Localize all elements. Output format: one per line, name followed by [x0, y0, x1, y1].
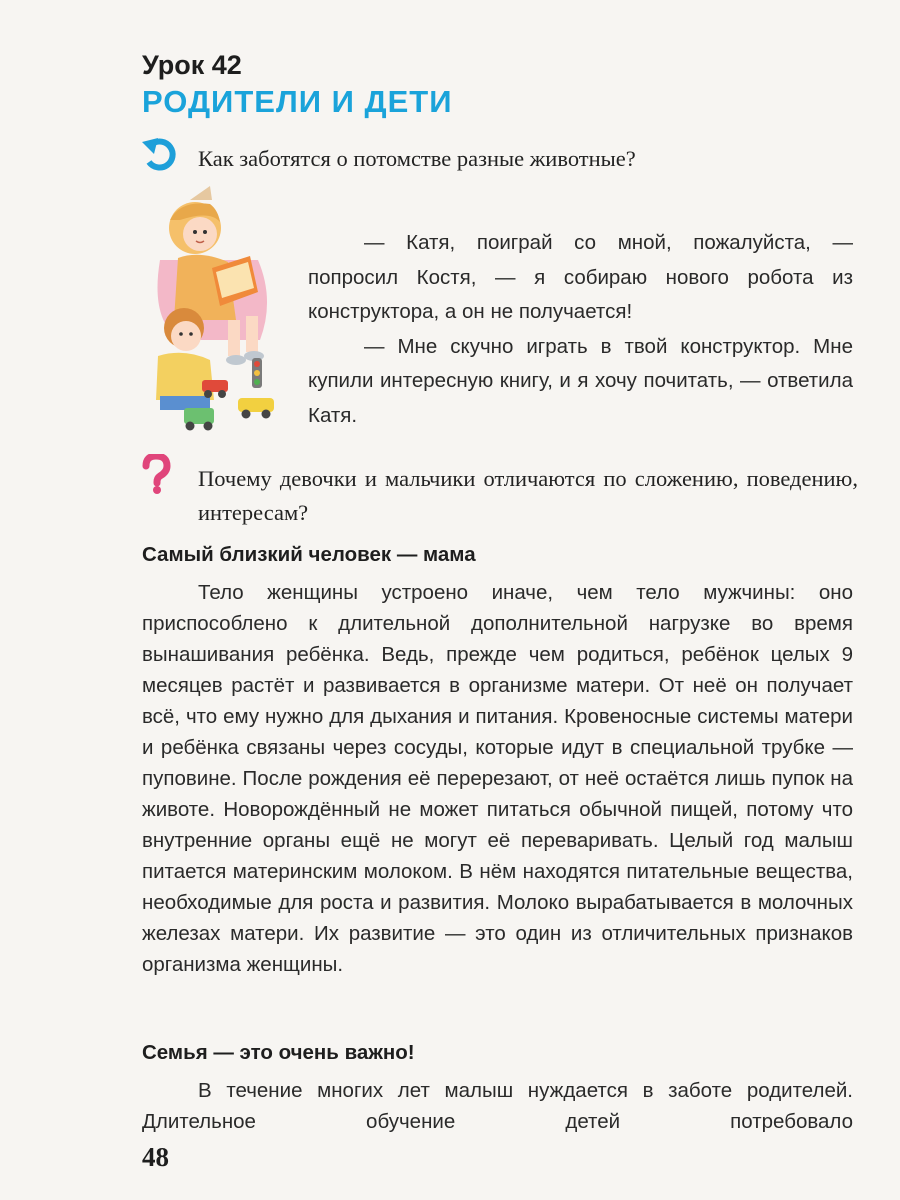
dialog-line-katya: — Мне скучно играть в твой конструктор. Мне купили интересную книгу, и я хочу почитать, — ответила Катя. [308, 334, 853, 427]
dialog-text [308, 226, 853, 433]
section-body-mother [142, 577, 853, 980]
circular-arrow-icon [140, 136, 180, 176]
paragraph-family: В течение многих лет малыш нуждается в заботе родителей. Длительное обучение детей потребовало [142, 1079, 853, 1133]
page-number: 48 [142, 1142, 169, 1172]
section-body-family [142, 1075, 853, 1137]
problem-question: Почему девочки и мальчики отличаются по сложению, поведению, интересам? [198, 466, 858, 525]
lesson-title: РОДИТЕЛИ И ДЕТИ [142, 84, 453, 119]
children-illustration [140, 180, 300, 440]
question-mark-icon [141, 454, 171, 494]
dialog-line-kostya: — Катя, поиграй со мной, пожалуйста, — попросил Костя, — я собираю нового робота из конструктора, а он не получается! [308, 231, 853, 323]
section-heading-mother: Самый близкий человек — мама [142, 543, 476, 566]
paragraph-mother: Тело женщины устроено иначе, чем тело мужчины: оно приспособлено к длительной дополнительной нагрузке во время вынашивания ребёнка. Ведь, прежде чем родиться, ребёнок целых 9 месяцев растёт и развивается в организме матери. От неё он получает всё, что ему нужно для дыхания и питания. Кровеносные системы матери и ребёнка связаны через сосуды, которые идут в специальной трубке — пуповине. После рождения её перерезают, от неё остаётся лишь пупок на животе. Новорождённый не может питаться обычной пищей, потому что внутренние органы ещё не могут её переваривать. Целый год малыш питается материнским молоком. В нём находятся питательные вещества, необходимые для роста и развития. Молоко вырабатывается в молочных железах матери. Их развитие — это один из отличительных признаков организма женщины. [142, 581, 853, 976]
section-heading-family: Семья — это очень важно! [142, 1041, 415, 1064]
lesson-number: Урок 42 [142, 50, 242, 80]
review-question: Как заботятся о потомстве разные животные? [198, 146, 636, 171]
